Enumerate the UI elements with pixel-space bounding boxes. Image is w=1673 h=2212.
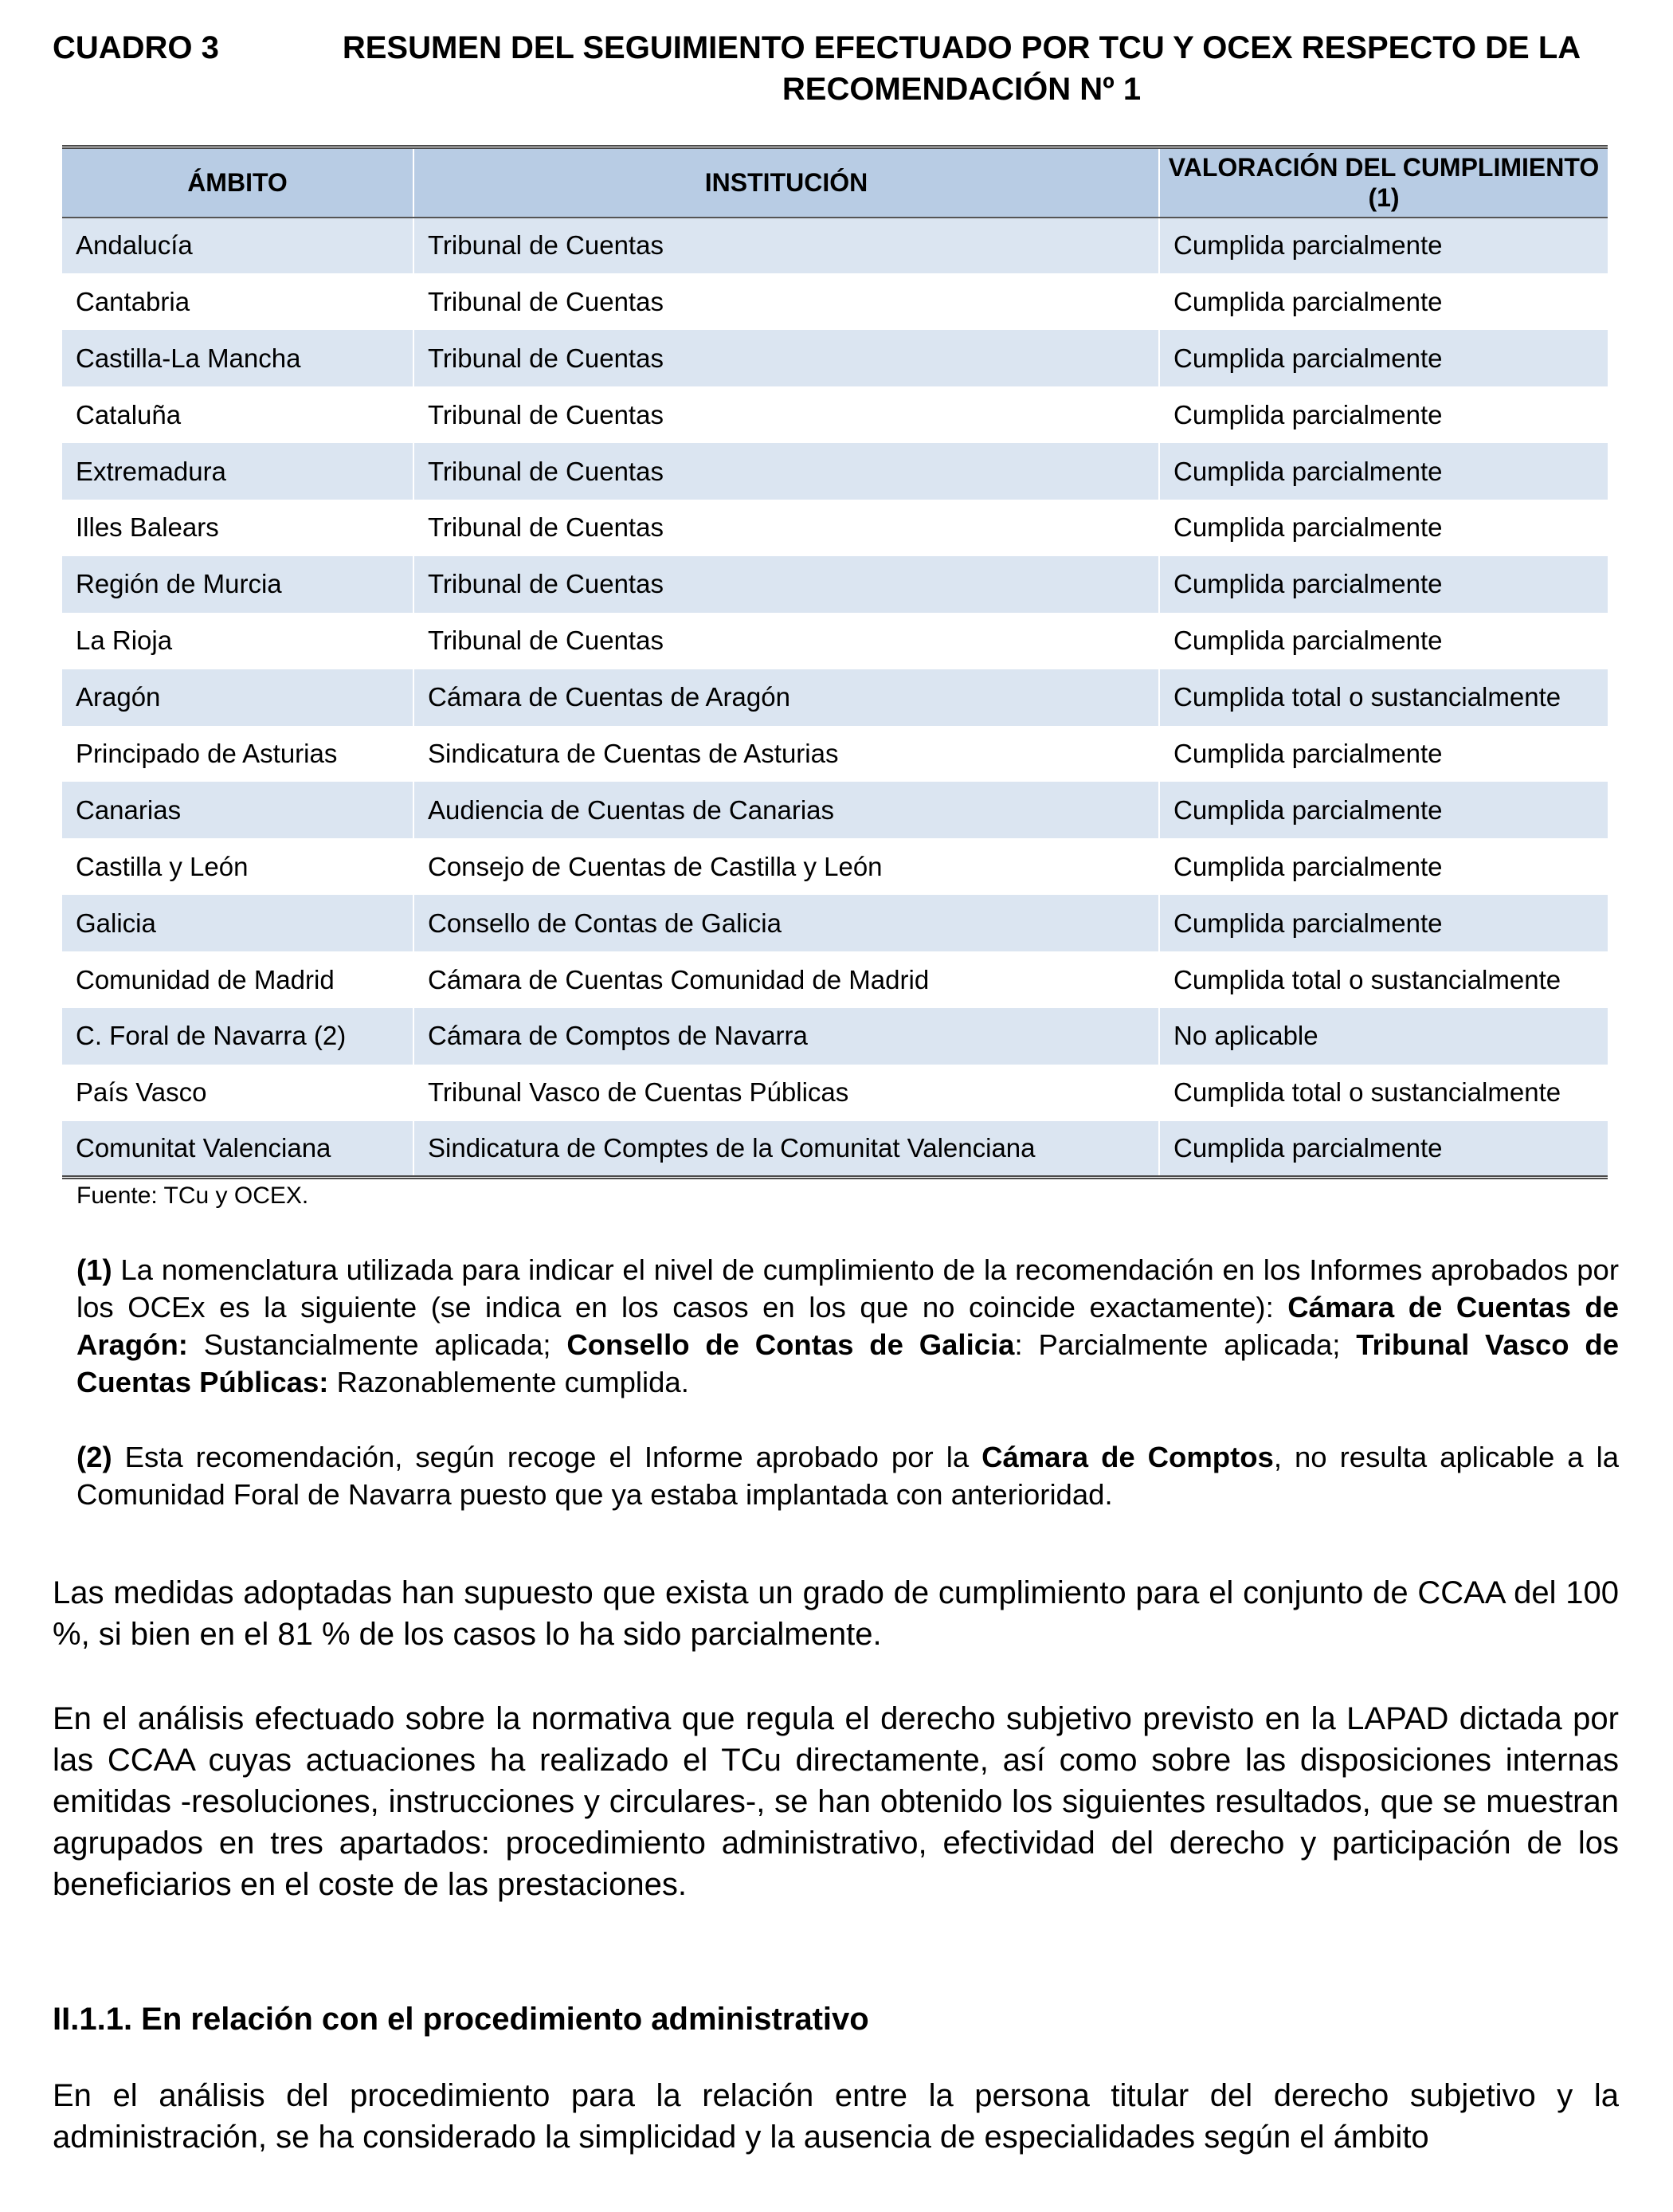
body-paragraph-2: En el análisis efectuado sobre la normativa que regula el derecho subjetivo previsto en la LAPAD dictada por las CCAA cuyas actuaciones ha realizado el TCu directamente, así como sobre las disposiciones internas emitidas -resoluciones, instrucciones y circulares-, se han obtenido los siguientes resultados, que se muestran agrupados en tres apartados: procedimiento administrativo, efectividad del derecho y participación de los beneficiarios en el coste de las prestaciones. — [53, 1701, 1619, 1902]
cell-valoracion: Cumplida parcialmente — [1173, 286, 1443, 316]
cell-ambito: Comunidad de Madrid — [76, 964, 335, 994]
cell-ambito: La Rioja — [76, 626, 173, 656]
cell-ambito: Galicia — [76, 908, 156, 938]
cell-valoracion: Cumplida total o sustancialmente — [1173, 964, 1561, 994]
cell-ambito: Extremadura — [76, 456, 226, 486]
cell-institucion: Tribunal de Cuentas — [413, 386, 1159, 443]
cell-institucion: Audiencia de Cuentas de Canarias — [413, 782, 1159, 838]
table-row — [62, 782, 1608, 838]
footnote-2 — [76, 1438, 1619, 1513]
cell-institucion: Sindicatura de Comptes de la Comunitat Valenciana — [413, 1121, 1159, 1178]
cell-ambito: C. Foral de Navarra (2) — [76, 1021, 347, 1051]
table-row — [62, 500, 1608, 556]
caption-number: CUADRO 3 — [53, 30, 219, 65]
section-heading: II.1.1. En relación con el procedimiento administrativo — [53, 2002, 869, 2037]
cell-institucion: Tribunal de Cuentas — [413, 500, 1159, 556]
footnote-2-part2: , no resulta aplicable a la Comunidad Foral de Navarra puesto que ya estaba implantada con anterioridad. — [76, 1441, 1620, 1511]
table-row — [62, 669, 1608, 726]
cell-valoracion: Cumplida total o sustancialmente — [1173, 682, 1561, 712]
footnote-2-marker: (2) — [76, 1441, 112, 1473]
footnote-1-intro: La nomenclatura utilizada para indicar el nivel de cumplimiento de la recomendación en los Informes aprobados por los OCEx es la siguiente (se indica en los casos en los que no coincide exactamente): — [76, 1253, 1619, 1324]
table-source: Fuente: TCu y OCEX. — [76, 1182, 309, 1209]
footnote-1-inst-aragon: Cámara de Cuentas de Aragón: — [76, 1291, 1619, 1361]
table-row — [62, 1008, 1608, 1065]
cell-ambito: Cataluña — [76, 399, 182, 429]
cell-ambito: Región de Murcia — [76, 569, 282, 599]
footnote-1-marker: (1) — [76, 1253, 112, 1286]
table-row — [62, 726, 1608, 782]
cell-ambito: Aragón — [76, 682, 161, 712]
cell-ambito: Cantabria — [76, 286, 190, 316]
cell-valoracion: Cumplida parcialmente — [1173, 908, 1443, 938]
footnote-1-val-aragon: Sustancialmente aplicada; — [187, 1328, 567, 1361]
cell-ambito: Castilla-La Mancha — [76, 343, 301, 373]
cell-valoracion: Cumplida parcialmente — [1173, 569, 1443, 599]
footnote-1-val-galicia: : Parcialmente aplicada; — [1014, 1328, 1357, 1361]
table-row — [62, 838, 1608, 895]
cell-ambito: Andalucía — [76, 230, 193, 261]
cell-valoracion: Cumplida parcialmente — [1173, 456, 1443, 486]
table-row — [62, 613, 1608, 669]
caption-title: RESUMEN DEL SEGUIMIENTO EFECTUADO POR TCU Y OCEX RESPECTO DE LA RECOMENDACIÓN Nº 1 — [342, 30, 1581, 107]
cell-institucion: Sindicatura de Cuentas de Asturias — [413, 726, 1159, 782]
cell-valoracion: Cumplida total o sustancialmente — [1173, 1077, 1561, 1108]
cell-valoracion: Cumplida parcialmente — [1173, 512, 1443, 543]
table-row — [62, 895, 1608, 951]
header-institucion: INSTITUCIÓN — [413, 147, 1159, 218]
cell-institucion: Consejo de Cuentas de Castilla y León — [413, 838, 1159, 895]
table-row — [62, 556, 1608, 613]
cell-institucion: Tribunal de Cuentas — [413, 218, 1159, 274]
table-row — [62, 1121, 1608, 1178]
table-row — [62, 218, 1608, 274]
footnote-2-part1: Esta recomendación, según recoge el Informe aprobado por la — [112, 1441, 982, 1473]
footnote-1-inst-galicia: Consello de Contas de Galicia — [566, 1328, 1015, 1361]
cell-ambito: Castilla y León — [76, 851, 249, 881]
table-row — [62, 1065, 1608, 1121]
cell-ambito: Illes Balears — [76, 512, 219, 543]
footnote-1-val-vasco: Razonablemente cumplida. — [328, 1366, 689, 1398]
cell-valoracion: Cumplida parcialmente — [1173, 794, 1443, 825]
table-header-row — [62, 147, 1608, 218]
table-row — [62, 951, 1608, 1008]
cell-institucion: Tribunal de Cuentas — [413, 556, 1159, 613]
table-row — [62, 330, 1608, 386]
cell-valoracion: Cumplida parcialmente — [1159, 1121, 1608, 1178]
cell-valoracion: Cumplida parcialmente — [1173, 230, 1443, 261]
cell-institucion: Cámara de Cuentas Comunidad de Madrid — [413, 951, 1159, 1008]
cell-valoracion: Cumplida parcialmente — [1173, 399, 1443, 429]
cell-institucion: Tribunal de Cuentas — [413, 330, 1159, 386]
cell-ambito: Canarias — [76, 794, 182, 825]
cell-valoracion: Cumplida parcialmente — [1173, 626, 1443, 656]
cell-institucion: Cámara de Cuentas de Aragón — [413, 669, 1159, 726]
cell-ambito: Principado de Asturias — [76, 738, 338, 768]
summary-table — [62, 145, 1608, 1179]
cell-institucion: Cámara de Comptos de Navarra — [413, 1008, 1159, 1065]
cell-valoracion: Cumplida parcialmente — [1173, 851, 1443, 881]
cell-institucion: Tribunal Vasco de Cuentas Públicas — [413, 1065, 1159, 1121]
cell-institucion: Tribunal de Cuentas — [413, 443, 1159, 500]
table-row — [62, 443, 1608, 500]
cell-institucion: Tribunal de Cuentas — [413, 613, 1159, 669]
cell-valoracion: Cumplida parcialmente — [1173, 738, 1443, 768]
header-ambito: ÁMBITO — [62, 147, 413, 218]
cell-valoracion: Cumplida parcialmente — [1173, 343, 1443, 373]
table-row — [62, 273, 1608, 330]
cell-institucion: Consello de Contas de Galicia — [413, 895, 1159, 951]
table-row — [62, 386, 1608, 443]
footnote-1 — [76, 1251, 1619, 1401]
cell-valoracion: No aplicable — [1173, 1021, 1318, 1051]
cell-institucion: Tribunal de Cuentas — [413, 273, 1159, 330]
cell-ambito: Comunitat Valenciana — [62, 1121, 413, 1178]
footnote-1-inst-vasco: Tribunal Vasco de Cuentas Públicas: — [76, 1328, 1619, 1398]
cell-ambito: País Vasco — [76, 1077, 207, 1108]
footnote-2-inst: Cámara de Comptos — [981, 1441, 1274, 1473]
body-paragraph-3: En el análisis del procedimiento para la relación entre la persona titular del derecho subjetivo y la administración, se ha considerado la simplicidad y la ausencia de especialidades según el ámbito — [53, 2078, 1619, 2155]
header-valoracion: VALORACIÓN DEL CUMPLIMIENTO (1) — [1159, 147, 1608, 218]
body-paragraph-1: Las medidas adoptadas han supuesto que exista un grado de cumplimiento para el conjunto de CCAA del 100 %, si bien en el 81 % de los casos lo ha sido parcialmente. — [53, 1575, 1619, 1652]
table-body — [62, 218, 1608, 1178]
